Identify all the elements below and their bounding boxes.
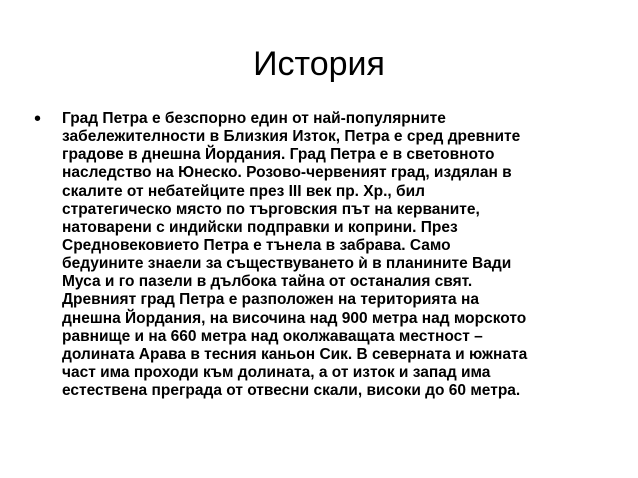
paragraph-line: забележителности в Близкия Изток, Петра е сред древните [62, 128, 521, 146]
paragraph-line: скалите от небатейците през III век пр. Хр., бил [62, 182, 425, 200]
bullet-paragraph [62, 110, 607, 400]
bullet-dot-icon: • [34, 108, 42, 130]
paragraph-line: естествена преграда от отвесни скали, високи до 60 метра. [62, 382, 521, 400]
slide-title: История [253, 45, 385, 83]
paragraph-line: днешна Йордания, на височина над 900 метра над морското [62, 309, 527, 327]
paragraph-line: равнище и на 660 метра над околжаващата местност – [62, 327, 483, 345]
paragraph-line: част има проходи към долината, а от изток и запад има [62, 363, 491, 381]
paragraph-line: долината Арава в тесния каньон Сик. В северната и южната [62, 345, 528, 363]
paragraph-line: бедуините знаели за съществуването ѝ в планините Вади [62, 255, 512, 273]
paragraph-line: градове в днешна Йордания. Град Петра е в световното [62, 146, 495, 164]
paragraph-line: Древният град Петра е разположен на територията на [62, 291, 479, 309]
paragraph-line: натоварени с индийски подправки и коприни. През [62, 218, 458, 236]
paragraph-line: Муса и го пазели в дълбока тайна от останалия свят. [62, 273, 473, 291]
paragraph-line: Средновековието Петра е тънела в забрава. Само [62, 236, 451, 254]
paragraph-line: стратегическо място по търговския път на керваните, [62, 200, 480, 218]
paragraph-line: наследство на Юнеско. Розово-червеният град, издялан в [62, 164, 512, 182]
paragraph-line: Град Петра е безспорно един от най-популярните [62, 110, 446, 127]
